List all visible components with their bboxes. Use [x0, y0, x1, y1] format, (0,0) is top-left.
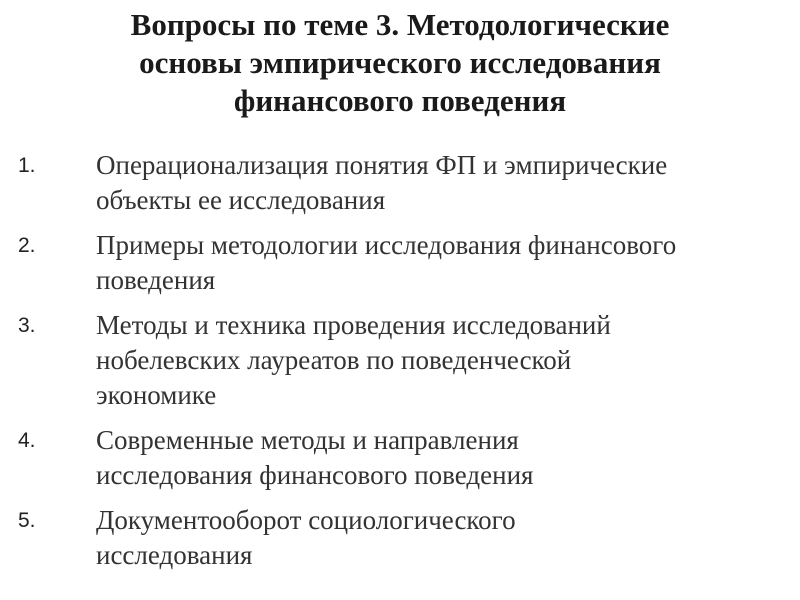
slide-title-line-3: финансового поведения	[233, 83, 567, 118]
slide-title-line-2: основы эмпирического исследования	[139, 45, 661, 80]
question-item-4	[18, 423, 788, 493]
question-text-line: поведения	[96, 265, 216, 295]
question-text-line: нобелевских лауреатов по поведенческой	[96, 345, 572, 375]
question-number: 1.	[18, 154, 36, 177]
question-text-line: исследования финансового поведения	[96, 460, 534, 490]
slide-title-line-1: Вопросы по теме 3. Методологические	[130, 7, 670, 42]
question-text-line: объекты ее исследования	[96, 185, 386, 215]
question-text-line: Примеры методологии исследования финансового	[96, 230, 677, 260]
question-text-line: Современные методы и направления	[96, 425, 519, 455]
question-item-5	[18, 503, 788, 573]
question-number: 5.	[18, 509, 36, 532]
question-number: 3.	[18, 314, 36, 337]
question-text-line: Документооборот социологического	[96, 505, 516, 535]
question-text-line: экономике	[96, 380, 217, 410]
question-text-line: Методы и техника проведения исследований	[96, 310, 611, 340]
question-text	[96, 308, 788, 413]
question-item-3	[18, 308, 788, 413]
question-text	[96, 148, 788, 218]
question-list	[18, 148, 788, 583]
question-text	[96, 228, 788, 298]
question-text	[96, 503, 788, 573]
question-text-line: Операционализация понятия ФП и эмпирические	[96, 150, 668, 180]
question-item-1	[18, 148, 788, 218]
question-text	[96, 423, 788, 493]
slide-title	[60, 6, 740, 120]
question-number: 2.	[18, 234, 36, 257]
question-item-2	[18, 228, 788, 298]
question-text-line: исследования	[96, 540, 253, 570]
question-number: 4.	[18, 429, 36, 452]
